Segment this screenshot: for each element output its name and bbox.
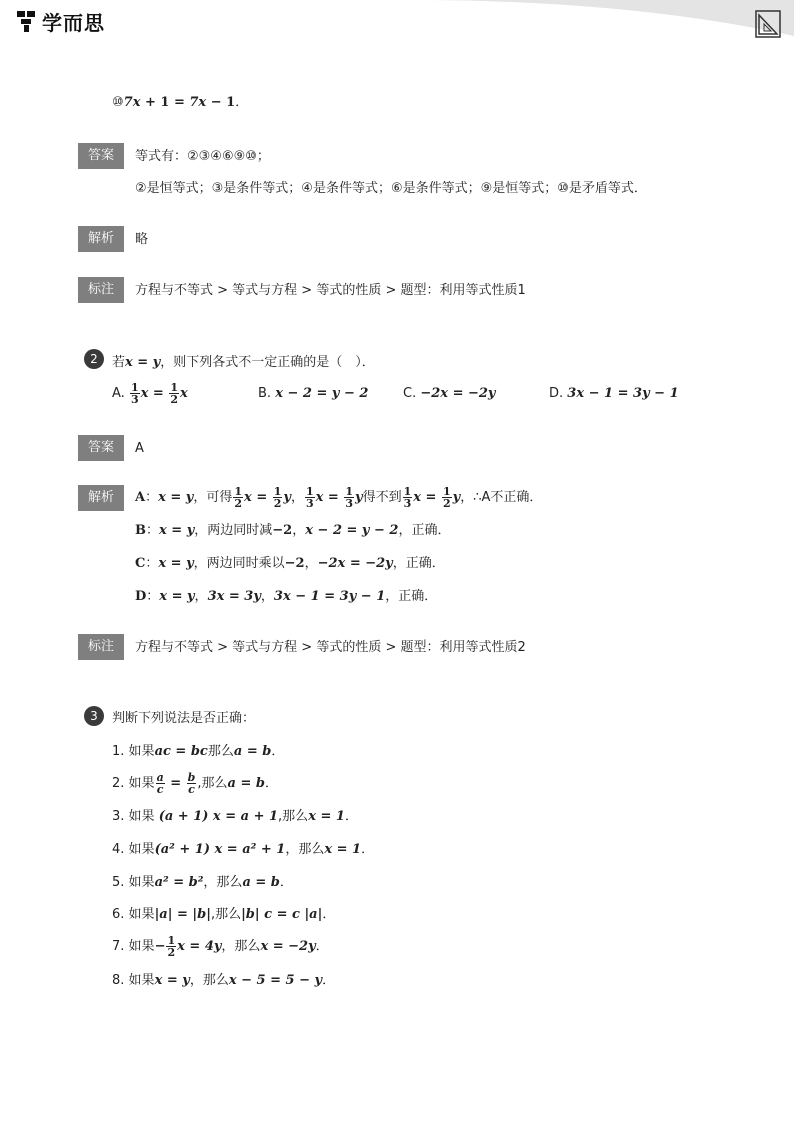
option-key: D. [549,386,564,401]
q2-option-c [403,385,495,403]
text: ，那么 [189,973,229,988]
math: −2x = −2y [420,386,496,401]
q2-stem [112,354,375,372]
text: ，两边同时乘以 [193,556,285,571]
math: x = y [158,556,194,571]
math: x [140,386,149,401]
answer-label: 答案 [78,143,124,169]
fraction [169,382,179,405]
text: ： [146,589,160,604]
text: ： [146,523,160,538]
math: x [244,490,252,505]
frac-den: 2 [167,946,176,959]
q3-item-6 [112,906,335,924]
text: ． [361,842,375,857]
math: y [283,490,291,505]
math: = [165,776,186,791]
text: ，那么 [285,842,325,857]
answer-label: 答案 [78,435,124,461]
q3-stem: 判断下列说法是否正确： [112,711,256,726]
frac-den: c [156,783,164,796]
frac-num: 1 [403,485,412,498]
math: − 1 [206,95,236,110]
q3-item-2 [112,770,278,798]
text: ． [322,907,336,922]
fraction [442,486,452,509]
frac-num: 1 [442,485,451,498]
q2-analysis-a [135,484,542,512]
math: 7x [189,95,207,110]
math: x = 1 [324,842,362,857]
punct: ． [235,95,249,110]
math: x [315,490,324,505]
text: 得不到 [362,490,402,505]
question-number-badge: 3 [84,706,104,726]
text: ， [304,556,318,571]
text: ． [322,973,336,988]
frac-den: 2 [170,393,178,406]
frac-num: 1 [273,485,282,498]
stem-text: 若 [112,355,126,370]
fraction [166,935,176,958]
text: 如果 [128,907,155,922]
q2-tag-text: 方程与不等式 > 等式与方程 > 等式的性质 > 题型：利用等式性质2 [135,640,526,655]
tag-label: 标注 [78,634,124,660]
text: ，∴A不正确． [460,490,543,505]
item-number: 5. [112,875,125,890]
text: ，那么 [221,939,261,954]
text: ： [145,556,159,571]
math: |b| c = c |a| [241,907,323,922]
item-number: 8. [112,973,125,988]
text: 如果 [128,875,155,890]
text: ． [279,875,293,890]
text: 如果 [128,973,155,988]
text: ， [260,589,274,604]
q1-item-10 [112,94,248,112]
frac-den: 3 [345,497,354,510]
math: = [323,490,344,505]
math: x = 1 [308,809,345,824]
frac-den: c [188,783,195,796]
q3-item-7 [112,933,329,961]
q2-analysis-d [135,588,437,606]
math: a = b [233,744,272,759]
text: ． [271,744,285,759]
math: 3x = 3y [207,589,261,604]
math: + 1 = [140,95,190,110]
frac-den: 2 [234,497,243,510]
question-number-badge: 2 [84,349,104,369]
math: = [421,490,441,505]
q2-analysis-b [135,522,451,540]
text: ： [145,490,159,505]
text: ， [194,589,208,604]
item-number: 6. [112,907,125,922]
math: −2x = −2y [317,556,393,571]
math: 3x − 1 = 3y − 1 [567,386,679,401]
text: 如果 [128,939,155,954]
math: x [179,386,188,401]
frac-num: a [156,771,164,784]
fraction [187,772,197,795]
math: (a + 1) x = a + 1 [158,809,279,824]
math: x = y [159,523,195,538]
math: x = y [159,589,195,604]
analysis-label: 解析 [78,485,124,511]
text: ，正确． [392,556,445,571]
option-key: A. [112,386,125,401]
fraction [305,486,315,509]
math: a = b [227,776,265,791]
fraction [233,486,243,509]
math: 7x [123,95,141,110]
frac-den: 3 [130,393,139,406]
brand-logo [16,8,105,34]
text: 如果 [128,842,155,857]
math: x = y [158,490,194,505]
header-arc [0,0,794,48]
text: 如果 [128,776,155,791]
text: ． [315,939,329,954]
q2-option-b [258,385,368,403]
math: (a² + 1) x = a² + 1 [154,842,286,857]
fraction [156,772,165,795]
text: ，那么 [203,875,243,890]
math: A [135,490,146,505]
math: x [413,490,422,505]
fraction [344,486,354,509]
tag-label: 标注 [78,277,124,303]
math: B [135,523,146,538]
item-number: 2. [112,776,125,791]
math: = [251,490,272,505]
frac-den: 3 [305,497,314,510]
text: 如果 [128,744,155,759]
text: ，可得 [193,490,233,505]
q1-answer-line1: 等式有：②③④⑥⑨⑩； [135,149,270,164]
math: x − 2 = y − 2 [305,523,399,538]
math: x = y [125,355,161,370]
q1-tag-text: 方程与不等式 > 等式与方程 > 等式的性质 > 题型：利用等式性质1 [135,283,526,298]
text: ,那么 [278,809,309,824]
q1-analysis-text: 略 [135,232,149,247]
text: ， [292,523,306,538]
math: C [135,556,146,571]
text: ， [290,490,304,505]
math: a = b [242,875,280,890]
ruler-triangle-icon [755,10,781,38]
frac-num: 1 [234,485,243,498]
math: − [154,939,166,954]
circle-number: ⑩ [112,95,124,110]
frac-den: 2 [273,497,282,510]
option-key: C. [403,386,417,401]
text: ，正确． [385,589,438,604]
stem-text: ，则下列各式不一定正确的是（ ）． [160,355,375,370]
math: ac = bc [154,744,208,759]
item-number: 3. [112,809,125,824]
math: 3x − 1 = 3y − 1 [273,589,386,604]
q2-answer: A [135,441,144,456]
math: y [452,490,461,505]
option-key: B. [258,386,272,401]
math: x = y [154,973,190,988]
text: ，两边同时减 [194,523,273,538]
frac-num: b [187,771,196,784]
text: ，正确． [398,523,451,538]
q3-item-5 [112,874,293,892]
text: ． [264,776,278,791]
item-number: 7. [112,939,125,954]
math: x − 2 = y − 2 [275,386,369,401]
q2-option-a [112,381,188,407]
math: −2 [284,556,305,571]
frac-den: 3 [403,497,412,510]
fraction [403,486,413,509]
q3-item-8 [112,972,335,990]
math: y [355,490,363,505]
q2-option-d [549,385,679,403]
frac-den: 2 [442,497,451,510]
fraction [130,382,140,405]
item-number: 4. [112,842,125,857]
math: a² = b² [154,875,204,890]
text: ． [344,809,358,824]
text: ,那么 [197,776,228,791]
math: D [135,589,147,604]
math: x = 4y [177,939,222,954]
math: |a| = |b| [154,907,211,922]
fraction [273,486,283,509]
frac-num: 1 [167,934,176,947]
analysis-label: 解析 [78,226,124,252]
frac-num: 1 [305,485,314,498]
logo-text: 学而思 [42,10,105,35]
math: −2 [272,523,293,538]
logo-mark-icon [16,9,38,33]
q1-answer-line2: ②是恒等式；③是条件等式；④是条件等式；⑥是条件等式；⑨是恒等式；⑩是矛盾等式． [135,181,647,196]
text: 那么 [207,744,234,759]
frac-num: 1 [345,485,354,498]
math: x − 5 = 5 − y [228,973,323,988]
q3-item-3 [112,808,358,826]
text: 如果 [128,809,159,824]
frac-num: 1 [170,381,178,394]
item-number: 1. [112,744,125,759]
q3-item-1 [112,743,284,761]
q2-analysis-c [135,555,445,573]
math: x = −2y [260,939,316,954]
text: ,那么 [210,907,242,922]
q3-item-4 [112,841,374,859]
frac-num: 1 [130,381,139,394]
math: = [148,386,169,401]
